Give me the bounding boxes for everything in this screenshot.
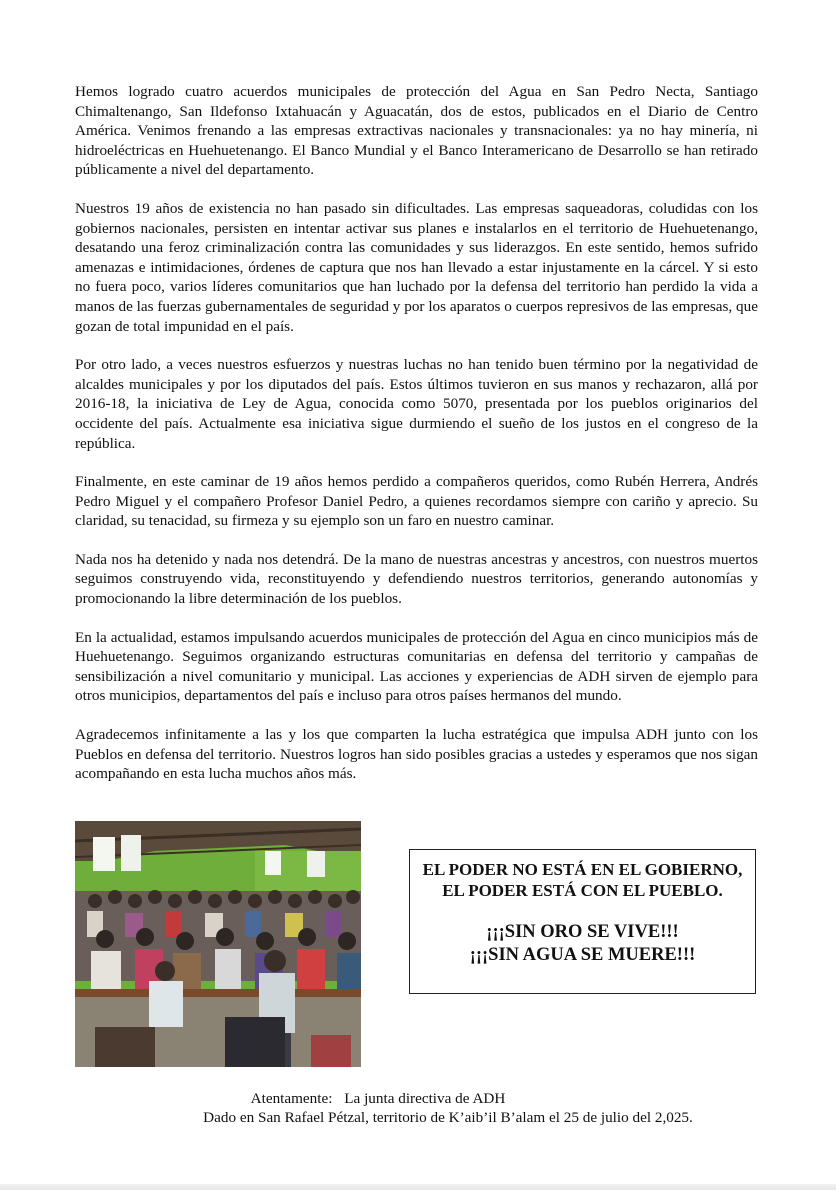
chant-water: ¡¡¡SIN AGUA SE MUERE!!! [469,945,696,965]
paragraph-achievements: Hemos logrado cuatro acuerdos municipales de protección del Agua en San Pedro Necta, Santiago Chimaltenango, San Ildefonso Ixtahuacán y Aguacatán, dos de estos, publicados en el Diario de Centro América. Venimos frenando a las empresas extractivas nacionales y transnacionales: ya no hay minería, ni hidroeléctricas en Huehuetenango. El Banco Mundial y el Banco Interamericano de Desarrollo se han retirado públicamente a nivel del departamento. [75,83,758,179]
slogan-text: EL PODER NO ESTÁ EN EL GOBIERNO, EL PODER ESTÁ CON EL PUEBLO. [422,860,743,900]
paragraph-gratitude: Agradecemos infinitamente a las y los que comparten la lucha estratégica que impulsa ADH junto con los Pueblos en defensa del territorio. Nuestros logros han sido posibles gracias a ustedes y esperamos que nos sigan acompañando en esta lucha muchos años más. [75,726,758,783]
slogan-box [409,849,756,994]
place-date-line: Dado en San Rafael Pétzal, territorio de K’aib’il B’alam el 25 de julio del 2,025. [203,1109,693,1126]
signoff-line [0,1089,796,1108]
paragraph-difficulties: Nuestros 19 años de existencia no han pasado sin dificultades. Las empresas saqueadoras, coludidas con los gobiernos nacionales, persisten en intentar activar sus planes e instalarlos en el territorio de Huehuetenango, desatando una feroz criminalización contra las comunidades y sus liderazgos. En este sentido, hemos sufrido amenazas e intimidaciones, órdenes de captura que nos han llevado a estar injustamente en la cárcel. Y si esto no fuera poco, varios líderes comunitarios que han luchado por la defensa del territorio han perdido la vida a manos de las fuerzas gubernamentales de seguridad y por los aparatos o cuerpos represivos de las empresas, que gozan de total impunidad en el país. [75,199,758,335]
paragraph-resolve: Nada nos ha detenido y nada nos detendrá. De la mano de nuestras ancestras y ancestros, con nuestros muertos seguimos construyendo vida, reconstituyendo y defendiendo nuestros territorios, generando autonomías y promocionando la libre determinación de los pueblos. [75,550,758,608]
paragraph-setbacks: Por otro lado, a veces nuestros esfuerzos y nuestras luchas no han tenido buen término por la negatividad de alcaldes municipales y por los diputados del país. Estos últimos tuvieron en sus manos y rechazaron, allá por 2016-18, la iniciativa de Ley de Agua, conocida como 5070, presentada por los pueblos originarios del occidente del país. Actualmente esa iniciativa sigue durmiendo el sueño de los justos en el congreso de la república. [75,356,758,452]
assembly-illustration [75,821,361,1067]
community-assembly-photo [75,821,361,1067]
signoff-signer: La junta directiva de ADH [344,1090,506,1107]
page-bottom-edge [0,1184,836,1190]
paragraph-remembrance: Finalmente, en este caminar de 19 años hemos perdido a compañeros queridos, como Rubén Herrera, Andrés Pedro Miguel y el compañero Profesor Daniel Pedro, a quienes recordamos siempre con cariño y aprecio. Su claridad, su tenacidad, su firmeza y su ejemplo son un faro en nuestro caminar. [75,473,758,530]
chant-gold: ¡¡¡SIN ORO SE VIVE!!! [486,922,679,942]
letter-body [75,82,758,803]
signoff-label: Atentamente: [250,1090,333,1107]
paragraph-current-work: En la actualidad, estamos impulsando acuerdos municipales de protección del Agua en cinco municipios más de Huehuetenango. Seguimos organizando estructuras comunitarias en defensa del territorio y campañas de sensibilización a nivel comunitario y municipal. Las acciones y experiencias de ADH sirven de ejemplo para otros municipios, departamentos del país e incluso para otros países hermanos del mundo. [75,628,758,705]
